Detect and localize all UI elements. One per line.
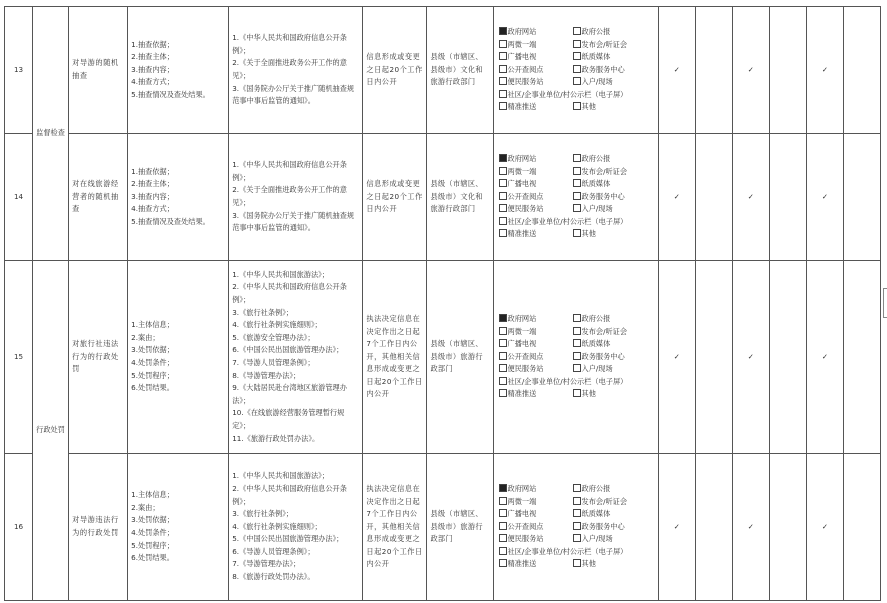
checkbox-checked-icon	[499, 314, 507, 322]
channel-cell	[493, 454, 658, 601]
empty-cell	[843, 454, 880, 601]
channel-label: 社区/企事业单位/村公示栏（电子屏）	[507, 89, 628, 99]
basis-line: 10.《在线旅游经营服务管理暂行规定》；	[232, 408, 345, 430]
subject-cell: 县级（市辖区、县级市）旅游行政部门	[427, 454, 493, 601]
checkbox-icon	[573, 509, 581, 517]
basis-line: 5.《中国公民出国旅游管理办法》；	[232, 534, 344, 544]
channel-label: 发布会/听证会	[581, 326, 628, 336]
channel-label: 社区/企事业单位/村公示栏（电子屏）	[507, 216, 628, 226]
channel-label: 发布会/听证会	[581, 496, 628, 506]
channel-option	[499, 338, 571, 351]
channel-option	[499, 363, 571, 376]
checkbox-icon	[573, 559, 581, 567]
checkbox-icon	[499, 327, 507, 335]
checkbox-checked-icon	[499, 484, 507, 492]
channel-label: 社区/企事业单位/村公示栏（电子屏）	[507, 376, 628, 386]
channel-cell	[493, 261, 658, 454]
element-line: 3.处罚依据；	[131, 345, 174, 355]
checkbox-icon	[573, 154, 581, 162]
channel-label: 公开查阅点	[507, 521, 544, 531]
channel-cell	[493, 7, 658, 134]
basis-cell	[229, 134, 363, 261]
element-line: 4.处罚条件；	[131, 528, 174, 537]
check-mark: ✓	[658, 261, 695, 454]
category-cell: 监督检查	[33, 7, 69, 261]
channel-label: 政务服务中心	[581, 64, 625, 74]
empty-cell	[695, 454, 732, 601]
checkbox-icon	[573, 192, 581, 200]
element-line: 1.主体信息；	[131, 320, 174, 330]
channel-label: 其他	[581, 389, 596, 399]
checkbox-icon	[573, 102, 581, 110]
checkbox-icon	[499, 52, 507, 60]
checkbox-icon	[573, 179, 581, 187]
checkbox-icon	[499, 65, 507, 73]
row-number: 16	[5, 454, 33, 601]
channel-label: 社区/企事业单位/村公示栏（电子屏）	[507, 546, 628, 556]
channel-label: 便民服务站	[507, 534, 544, 544]
basis-cell	[229, 261, 363, 454]
channel-option	[499, 178, 571, 191]
checkbox-icon	[499, 40, 507, 48]
channel-option	[573, 533, 656, 546]
checkbox-icon	[499, 509, 507, 517]
checkbox-icon	[573, 497, 581, 505]
channel-option	[573, 558, 656, 571]
element-line: 5.抽查情况及查处结果。	[131, 216, 210, 226]
element-line: 5.处罚程序；	[131, 540, 174, 550]
elements-cell	[128, 261, 229, 454]
empty-cell	[843, 7, 880, 134]
empty-cell	[695, 7, 732, 134]
basis-line: 3.《国务院办公厅关于推广随机抽查规范事中事后监管的通知》。	[232, 210, 355, 233]
channel-option	[499, 558, 571, 571]
channel-label: 广播电视	[507, 339, 537, 349]
channel-label: 政务服务中心	[581, 191, 625, 201]
channel-option	[573, 178, 656, 191]
checkbox-checked-icon	[499, 154, 507, 162]
channel-label: 发布会/听证会	[581, 39, 628, 49]
table-row	[5, 7, 881, 134]
channel-option	[573, 363, 656, 376]
channel-label: 政府网站	[507, 26, 537, 36]
checkbox-icon	[573, 77, 581, 85]
channel-label: 公开查阅点	[507, 351, 544, 361]
channel-option	[499, 388, 571, 401]
channel-option	[499, 153, 571, 166]
basis-cell	[229, 7, 363, 134]
basis-line: 6.《中国公民出国旅游管理办法》；	[232, 345, 344, 355]
empty-cell	[695, 134, 732, 261]
subject-cell: 县级（市辖区、县级市）文化和旅游行政部门	[427, 7, 493, 134]
channel-option	[499, 166, 571, 179]
table-row	[5, 454, 881, 601]
channel-label: 广播电视	[507, 509, 537, 519]
empty-cell	[769, 454, 806, 601]
checkbox-icon	[573, 339, 581, 347]
channel-label: 政府网站	[507, 313, 537, 323]
row-number: 15	[5, 261, 33, 454]
checkbox-icon	[573, 65, 581, 73]
empty-cell	[695, 261, 732, 454]
check-mark: ✓	[806, 134, 843, 261]
channel-label: 纸质媒体	[581, 339, 611, 349]
check-mark: ✓	[806, 454, 843, 601]
channel-option	[573, 521, 656, 534]
channel-label: 纸质媒体	[581, 52, 611, 62]
channel-label: 政务服务中心	[581, 351, 625, 361]
elements-cell	[128, 7, 229, 134]
channel-label: 两微一端	[507, 326, 537, 336]
channel-option	[499, 351, 571, 364]
basis-line: 5.《旅游安全管理办法》；	[232, 332, 315, 342]
element-line: 2.抽查主体；	[131, 52, 174, 62]
empty-cell	[843, 134, 880, 261]
channel-option	[499, 216, 656, 229]
channel-label: 两微一端	[507, 166, 537, 176]
checkbox-checked-icon	[499, 27, 507, 35]
row-number: 13	[5, 7, 33, 134]
channel-option	[573, 51, 656, 64]
channel-option	[499, 51, 571, 64]
checkbox-icon	[573, 27, 581, 35]
checkbox-icon	[499, 364, 507, 372]
channel-option	[573, 191, 656, 204]
checkbox-icon	[573, 352, 581, 360]
basis-line: 11.《旅游行政处罚办法》。	[232, 433, 320, 443]
element-line: 3.抽查内容；	[131, 191, 174, 201]
channel-label: 纸质媒体	[581, 179, 611, 189]
check-mark: ✓	[732, 134, 769, 261]
basis-line: 3.《旅行社条例》；	[232, 307, 293, 317]
checkbox-icon	[499, 167, 507, 175]
checkbox-icon	[499, 179, 507, 187]
basis-line: 7.《导游人员管理条例》；	[232, 358, 315, 367]
checkbox-icon	[573, 484, 581, 492]
basis-line: 2.《中华人民共和国政府信息公开条例》；	[232, 282, 347, 305]
channel-option	[573, 101, 656, 114]
channel-label: 政务服务中心	[581, 521, 625, 531]
channel-label: 精准推送	[507, 229, 537, 239]
checkbox-icon	[499, 217, 507, 225]
subject-cell: 县级（市辖区、县级市）旅游行政部门	[427, 261, 493, 454]
channel-option	[499, 76, 571, 89]
channel-option	[499, 496, 571, 509]
checkbox-icon	[499, 77, 507, 85]
channel-option	[499, 521, 571, 534]
checkbox-icon	[573, 40, 581, 48]
table-row	[5, 261, 881, 454]
checkbox-icon	[499, 229, 507, 237]
element-line: 1.主体信息；	[131, 490, 174, 500]
channel-option	[573, 338, 656, 351]
check-mark: ✓	[732, 454, 769, 601]
channel-option	[499, 26, 571, 39]
checkbox-icon	[573, 167, 581, 175]
channel-option	[573, 64, 656, 77]
channel-label: 政府网站	[507, 153, 537, 163]
checkbox-icon	[499, 102, 507, 110]
basis-line: 1.《中华人民共和国政府信息公开条例》；	[232, 33, 347, 55]
channel-label: 便民服务站	[507, 364, 544, 374]
channel-option	[499, 313, 571, 326]
channel-label: 政府公报	[581, 153, 611, 163]
checkbox-icon	[573, 314, 581, 322]
channel-option	[573, 351, 656, 364]
channel-option	[499, 39, 571, 52]
channel-option	[499, 483, 571, 496]
checkbox-icon	[499, 559, 507, 567]
checkbox-icon	[573, 522, 581, 530]
channel-option	[499, 376, 656, 389]
item-cell: 对旅行社违法行为的行政处罚	[69, 261, 128, 454]
channel-label: 精准推送	[507, 559, 537, 569]
checkbox-icon	[573, 52, 581, 60]
checkbox-icon	[573, 327, 581, 335]
element-line: 1.抽查依据；	[131, 39, 174, 49]
element-line: 3.处罚依据；	[131, 515, 174, 525]
check-mark: ✓	[732, 261, 769, 454]
channel-option	[573, 26, 656, 39]
channel-label: 政府网站	[507, 483, 537, 493]
disclosure-table	[4, 6, 881, 601]
element-line: 5.处罚程序；	[131, 370, 174, 380]
check-mark: ✓	[658, 134, 695, 261]
channel-option	[573, 496, 656, 509]
page-edge-marker	[883, 288, 887, 318]
category-cell: 行政处罚	[33, 261, 69, 601]
item-cell: 对在线旅游经营者的随机抽查	[69, 134, 128, 261]
basis-line: 1.《中华人民共和国旅游法》；	[232, 269, 329, 279]
element-line: 6.处罚结果。	[131, 553, 174, 563]
elements-cell	[128, 454, 229, 601]
channel-label: 其他	[581, 559, 596, 569]
channel-option	[573, 153, 656, 166]
item-cell: 对导游的随机抽查	[69, 7, 128, 134]
channel-option	[499, 101, 571, 114]
channel-option	[573, 483, 656, 496]
channel-label: 发布会/听证会	[581, 166, 628, 176]
checkbox-icon	[499, 497, 507, 505]
channel-label: 政府公报	[581, 483, 611, 493]
channel-label: 公开查阅点	[507, 191, 544, 201]
basis-line: 3.《旅行社条例》；	[232, 509, 293, 519]
channel-option	[499, 203, 571, 216]
time-cell: 执法决定信息在决定作出之日起7个工作日内公开，其他相关信息形成或变更之日起20个工作日内公开	[363, 261, 427, 454]
channel-option	[499, 191, 571, 204]
channel-option	[499, 228, 571, 241]
basis-line: 1.《中华人民共和国旅游法》；	[232, 471, 329, 481]
elements-cell	[128, 134, 229, 261]
channel-option	[573, 313, 656, 326]
channel-label: 政府公报	[581, 313, 611, 323]
channel-option	[573, 76, 656, 89]
checkbox-icon	[499, 389, 507, 397]
checkbox-icon	[573, 389, 581, 397]
basis-cell	[229, 454, 363, 601]
channel-label: 入户/现场	[581, 534, 613, 544]
channel-label: 广播电视	[507, 179, 537, 189]
table-row	[5, 134, 881, 261]
time-cell: 信息形成或变更之日起20个工作日内公开	[363, 7, 427, 134]
channel-option	[573, 388, 656, 401]
channel-label: 两微一端	[507, 496, 537, 506]
check-mark: ✓	[732, 7, 769, 134]
channel-label: 其他	[581, 229, 596, 239]
subject-cell: 县级（市辖区、县级市）文化和旅游行政部门	[427, 134, 493, 261]
channel-label: 政府公报	[581, 26, 611, 36]
basis-line: 2.《中华人民共和国政府信息公开条例》；	[232, 483, 347, 506]
channel-option	[499, 326, 571, 339]
channel-option	[499, 533, 571, 546]
element-line: 4.抽查方式；	[131, 204, 174, 214]
element-line: 2.案由；	[131, 332, 160, 342]
channel-option	[573, 39, 656, 52]
basis-line: 9.《大陆居民赴台湾地区旅游管理办法》；	[232, 383, 347, 405]
channel-option	[573, 228, 656, 241]
time-cell: 信息形成或变更之日起20个工作日内公开	[363, 134, 427, 261]
checkbox-icon	[499, 339, 507, 347]
empty-cell	[769, 134, 806, 261]
element-line: 3.抽查内容；	[131, 64, 174, 74]
channel-option	[499, 64, 571, 77]
channel-label: 公开查阅点	[507, 64, 544, 74]
element-line: 2.抽查主体；	[131, 179, 174, 189]
element-line: 2.案由；	[131, 502, 160, 512]
empty-cell	[843, 261, 880, 454]
checkbox-icon	[499, 90, 507, 98]
channel-option	[499, 89, 656, 102]
item-cell: 对导游违法行为的行政处罚	[69, 454, 128, 601]
channel-label: 精准推送	[507, 102, 537, 112]
element-line: 6.处罚结果。	[131, 383, 174, 393]
channel-label: 便民服务站	[507, 77, 544, 87]
checkbox-icon	[499, 192, 507, 200]
checkbox-icon	[499, 377, 507, 385]
check-mark: ✓	[658, 454, 695, 601]
checkbox-icon	[499, 522, 507, 530]
channel-option	[499, 546, 656, 559]
checkbox-icon	[499, 204, 507, 212]
basis-line: 4.《旅行社条例实施细则》；	[232, 521, 322, 531]
check-mark: ✓	[806, 261, 843, 454]
element-line: 5.抽查情况及查处结果。	[131, 89, 210, 99]
channel-label: 纸质媒体	[581, 509, 611, 519]
channel-label: 便民服务站	[507, 204, 544, 214]
checkbox-icon	[573, 229, 581, 237]
checkbox-icon	[573, 534, 581, 542]
channel-option	[499, 508, 571, 521]
channel-option	[573, 166, 656, 179]
channel-label: 广播电视	[507, 52, 537, 62]
channel-option	[573, 326, 656, 339]
check-mark: ✓	[658, 7, 695, 134]
channel-cell	[493, 134, 658, 261]
channel-label: 两微一端	[507, 39, 537, 49]
time-cell: 执法决定信息在决定作出之日起7个工作日内公开，其他相关信息形成或变更之日起20个工作日内公开	[363, 454, 427, 601]
channel-label: 入户/现场	[581, 364, 613, 374]
empty-cell	[769, 261, 806, 454]
channel-option	[573, 508, 656, 521]
basis-line: 6.《导游人员管理条例》；	[232, 546, 315, 556]
channel-label: 入户/现场	[581, 204, 613, 214]
channel-label: 精准推送	[507, 389, 537, 399]
check-mark: ✓	[806, 7, 843, 134]
basis-line: 8.《导游管理办法》；	[232, 370, 301, 380]
basis-line: 2.《关于全面推进政务公开工作的意见》；	[232, 58, 347, 80]
basis-line: 1.《中华人民共和国政府信息公开条例》；	[232, 160, 347, 182]
basis-line: 8.《旅游行政处罚办法》。	[232, 572, 315, 582]
channel-option	[573, 203, 656, 216]
basis-line: 2.《关于全面推进政务公开工作的意见》；	[232, 185, 347, 207]
checkbox-icon	[499, 352, 507, 360]
checkbox-icon	[499, 547, 507, 555]
checkbox-icon	[573, 364, 581, 372]
checkbox-icon	[499, 534, 507, 542]
element-line: 4.处罚条件；	[131, 358, 174, 367]
basis-line: 7.《导游管理办法》；	[232, 559, 301, 569]
basis-line: 3.《国务院办公厅关于推广随机抽查规范事中事后监管的通知》。	[232, 83, 355, 106]
basis-line: 4.《旅行社条例实施细则》；	[232, 320, 322, 330]
checkbox-icon	[573, 204, 581, 212]
empty-cell	[769, 7, 806, 134]
channel-label: 其他	[581, 102, 596, 112]
row-number: 14	[5, 134, 33, 261]
element-line: 1.抽查依据；	[131, 166, 174, 176]
element-line: 4.抽查方式；	[131, 77, 174, 87]
channel-label: 入户/现场	[581, 77, 613, 87]
